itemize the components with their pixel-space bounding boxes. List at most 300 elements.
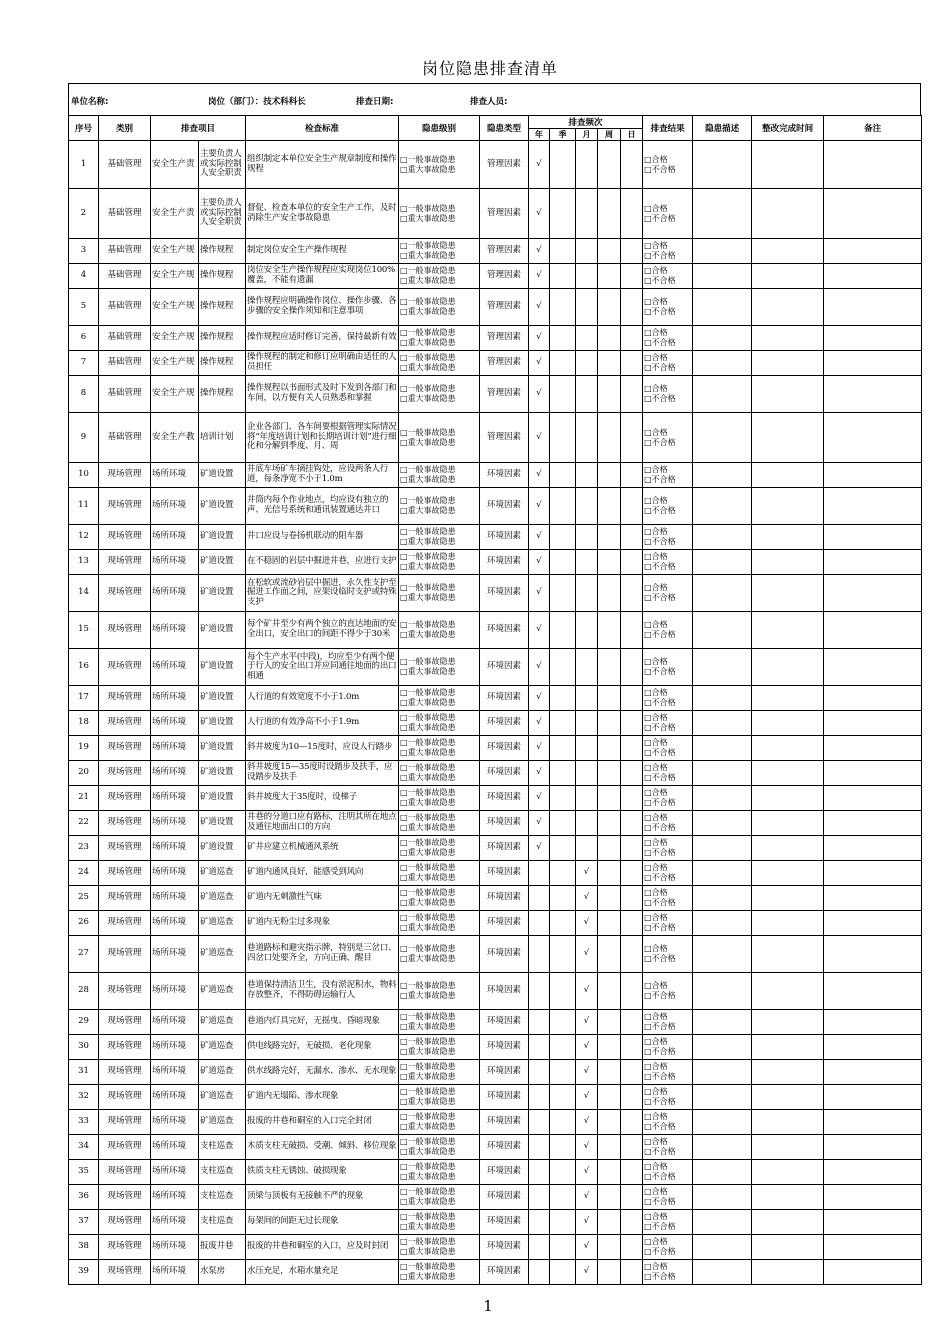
- general-hazard-checkbox[interactable]: □一般事故隐患: [400, 813, 456, 823]
- freq-cell-quarter: [550, 861, 576, 886]
- row-deadline[interactable]: [752, 936, 824, 973]
- pass-checkbox[interactable]: □合格: [644, 328, 668, 338]
- row-standard: 矿道内通风良好，能感受到风向: [246, 861, 399, 886]
- fail-checkbox[interactable]: □不合格: [644, 630, 676, 639]
- row-remark[interactable]: [824, 326, 922, 351]
- row-description[interactable]: [693, 488, 752, 525]
- pass-checkbox[interactable]: □合格: [644, 1162, 668, 1172]
- major-hazard-checkbox[interactable]: □重大事故隐患: [400, 873, 456, 882]
- general-hazard-checkbox[interactable]: □一般事故隐患: [400, 465, 456, 475]
- major-hazard-checkbox[interactable]: □重大事故隐患: [400, 475, 456, 484]
- major-hazard-checkbox[interactable]: □重大事故隐患: [400, 1097, 456, 1106]
- row-description[interactable]: [693, 1110, 752, 1135]
- major-hazard-checkbox[interactable]: □重大事故隐患: [400, 338, 456, 347]
- row-deadline[interactable]: [752, 1185, 824, 1210]
- freq-cell-quarter: [550, 711, 576, 736]
- row-remark[interactable]: [824, 1135, 922, 1160]
- fail-checkbox[interactable]: □不合格: [644, 164, 676, 174]
- row-deadline[interactable]: [752, 550, 824, 575]
- header-freq-week: 周: [598, 129, 621, 141]
- pass-checkbox[interactable]: □合格: [644, 1237, 668, 1247]
- row-subitem: 矿道巡查: [199, 886, 246, 911]
- row-deadline[interactable]: [752, 239, 824, 264]
- pass-checkbox[interactable]: □合格: [644, 913, 668, 923]
- row-deadline[interactable]: [752, 711, 824, 736]
- row-description[interactable]: [693, 861, 752, 886]
- row-remark[interactable]: [824, 1010, 922, 1035]
- major-hazard-checkbox[interactable]: □重大事故隐患: [400, 1222, 456, 1231]
- fail-checkbox[interactable]: □不合格: [644, 698, 676, 707]
- row-remark[interactable]: [824, 575, 922, 612]
- fail-checkbox[interactable]: □不合格: [644, 1172, 676, 1181]
- pass-checkbox[interactable]: □合格: [644, 583, 668, 593]
- fail-checkbox[interactable]: □不合格: [644, 562, 676, 571]
- general-hazard-checkbox[interactable]: □一般事故隐患: [400, 657, 456, 667]
- major-hazard-checkbox[interactable]: □重大事故隐患: [400, 1197, 456, 1206]
- pass-checkbox[interactable]: □合格: [644, 465, 668, 475]
- fail-checkbox[interactable]: □不合格: [644, 1022, 676, 1031]
- row-remark[interactable]: [824, 786, 922, 811]
- row-remark[interactable]: [824, 1035, 922, 1060]
- row-remark[interactable]: [824, 761, 922, 786]
- pass-checkbox[interactable]: □合格: [644, 1187, 668, 1197]
- fail-checkbox[interactable]: □不合格: [644, 1097, 676, 1106]
- row-description[interactable]: [693, 936, 752, 973]
- row-description[interactable]: [693, 886, 752, 911]
- major-hazard-checkbox[interactable]: □重大事故隐患: [400, 1072, 456, 1081]
- general-hazard-checkbox[interactable]: □一般事故隐患: [400, 353, 456, 363]
- row-remark[interactable]: [824, 711, 922, 736]
- major-hazard-checkbox[interactable]: □重大事故隐患: [400, 848, 456, 857]
- pass-checkbox[interactable]: □合格: [644, 1212, 668, 1222]
- general-hazard-checkbox[interactable]: □一般事故隐患: [400, 266, 456, 276]
- row-deadline[interactable]: [752, 264, 824, 289]
- row-remark[interactable]: [824, 1110, 922, 1135]
- row-remark[interactable]: [824, 1210, 922, 1235]
- major-hazard-checkbox[interactable]: □重大事故隐患: [400, 251, 456, 260]
- row-remark[interactable]: [824, 736, 922, 761]
- row-remark[interactable]: [824, 1085, 922, 1110]
- row-description[interactable]: [693, 141, 752, 189]
- major-hazard-checkbox[interactable]: □重大事故隐患: [400, 723, 456, 732]
- fail-checkbox[interactable]: □不合格: [644, 873, 676, 882]
- pass-checkbox[interactable]: □合格: [644, 297, 668, 307]
- freq-cell-day: [621, 413, 643, 463]
- row-deadline[interactable]: [752, 811, 824, 836]
- pass-checkbox[interactable]: □合格: [644, 813, 668, 823]
- fail-checkbox[interactable]: □不合格: [644, 748, 676, 757]
- major-hazard-checkbox[interactable]: □重大事故隐患: [400, 1047, 456, 1056]
- row-standard: 操作规程的制定和修订应明确由适任的人员担任: [246, 351, 399, 376]
- row-description[interactable]: [693, 1160, 752, 1185]
- row-remark[interactable]: [824, 1185, 922, 1210]
- general-hazard-checkbox[interactable]: □一般事故隐患: [400, 981, 456, 991]
- major-hazard-checkbox[interactable]: □重大事故隐患: [400, 562, 456, 571]
- pass-checkbox[interactable]: □合格: [644, 688, 668, 698]
- fail-checkbox[interactable]: □不合格: [644, 475, 676, 484]
- fail-checkbox[interactable]: □不合格: [644, 394, 676, 403]
- general-hazard-checkbox[interactable]: □一般事故隐患: [400, 552, 456, 562]
- row-deadline[interactable]: [752, 886, 824, 911]
- fail-checkbox[interactable]: □不合格: [644, 898, 676, 907]
- pass-checkbox[interactable]: □合格: [644, 981, 668, 991]
- row-description[interactable]: [693, 1135, 752, 1160]
- pass-checkbox[interactable]: □合格: [644, 1262, 668, 1272]
- general-hazard-checkbox[interactable]: □一般事故隐患: [400, 241, 456, 251]
- row-deadline[interactable]: [752, 376, 824, 413]
- major-hazard-checkbox[interactable]: □重大事故隐患: [400, 537, 456, 546]
- row-remark[interactable]: [824, 686, 922, 711]
- pass-checkbox[interactable]: □合格: [644, 944, 668, 954]
- pass-checkbox[interactable]: □合格: [644, 154, 668, 164]
- row-remark[interactable]: [824, 886, 922, 911]
- fail-checkbox[interactable]: □不合格: [644, 1147, 676, 1156]
- row-deadline[interactable]: [752, 1260, 824, 1285]
- pass-checkbox[interactable]: □合格: [644, 427, 668, 437]
- row-remark[interactable]: [824, 463, 922, 488]
- row-deadline[interactable]: [752, 141, 824, 189]
- fail-checkbox[interactable]: □不合格: [644, 773, 676, 782]
- row-deadline[interactable]: [752, 612, 824, 649]
- row-description[interactable]: [693, 239, 752, 264]
- row-deadline[interactable]: [752, 1160, 824, 1185]
- row-remark[interactable]: [824, 973, 922, 1010]
- pass-checkbox[interactable]: □合格: [644, 1137, 668, 1147]
- general-hazard-checkbox[interactable]: □一般事故隐患: [400, 788, 456, 798]
- fail-checkbox[interactable]: □不合格: [644, 1197, 676, 1206]
- major-hazard-checkbox[interactable]: □重大事故隐患: [400, 1147, 456, 1156]
- general-hazard-checkbox[interactable]: □一般事故隐患: [400, 1112, 456, 1122]
- major-hazard-checkbox[interactable]: □重大事故隐患: [400, 1122, 456, 1131]
- general-hazard-checkbox[interactable]: □一般事故隐患: [400, 583, 456, 593]
- major-hazard-checkbox[interactable]: □重大事故隐患: [400, 1022, 456, 1031]
- general-hazard-checkbox[interactable]: □一般事故隐患: [400, 713, 456, 723]
- pass-checkbox[interactable]: □合格: [644, 888, 668, 898]
- row-deadline[interactable]: [752, 1085, 824, 1110]
- row-deadline[interactable]: [752, 463, 824, 488]
- major-hazard-checkbox[interactable]: □重大事故隐患: [400, 363, 456, 372]
- row-description[interactable]: [693, 1260, 752, 1285]
- fail-checkbox[interactable]: □不合格: [644, 1122, 676, 1131]
- fail-checkbox[interactable]: □不合格: [644, 338, 676, 347]
- row-description[interactable]: [693, 1010, 752, 1035]
- major-hazard-checkbox[interactable]: □重大事故隐患: [400, 276, 456, 285]
- row-item: 场所环境: [151, 525, 199, 550]
- freq-cell-quarter: [550, 351, 576, 376]
- row-description[interactable]: [693, 786, 752, 811]
- row-deadline[interactable]: [752, 861, 824, 886]
- major-hazard-checkbox[interactable]: □重大事故隐患: [400, 1172, 456, 1181]
- row-remark[interactable]: [824, 264, 922, 289]
- row-remark[interactable]: [824, 141, 922, 189]
- row-remark[interactable]: [824, 1260, 922, 1285]
- row-deadline[interactable]: [752, 575, 824, 612]
- general-hazard-checkbox[interactable]: □一般事故隐患: [400, 620, 456, 630]
- pass-checkbox[interactable]: □合格: [644, 1037, 668, 1047]
- row-description[interactable]: [693, 1085, 752, 1110]
- row-deadline[interactable]: [752, 189, 824, 239]
- row-description[interactable]: [693, 351, 752, 376]
- row-type: 现场管理: [99, 1185, 151, 1210]
- row-deadline[interactable]: [752, 413, 824, 463]
- major-hazard-checkbox[interactable]: □重大事故隐患: [400, 773, 456, 782]
- fail-checkbox[interactable]: □不合格: [644, 1047, 676, 1056]
- pass-checkbox[interactable]: □合格: [644, 1112, 668, 1122]
- row-deadline[interactable]: [752, 686, 824, 711]
- general-hazard-checkbox[interactable]: □一般事故隐患: [400, 688, 456, 698]
- fail-checkbox[interactable]: □不合格: [644, 437, 676, 447]
- row-description[interactable]: [693, 326, 752, 351]
- major-hazard-checkbox[interactable]: □重大事故隐患: [400, 630, 456, 639]
- row-description[interactable]: [693, 736, 752, 761]
- row-deadline[interactable]: [752, 1210, 824, 1235]
- pass-checkbox[interactable]: □合格: [644, 1012, 668, 1022]
- row-description[interactable]: [693, 575, 752, 612]
- general-hazard-checkbox[interactable]: □一般事故隐患: [400, 1087, 456, 1097]
- row-description[interactable]: [693, 911, 752, 936]
- general-hazard-checkbox[interactable]: □一般事故隐患: [400, 328, 456, 338]
- row-deadline[interactable]: [752, 836, 824, 861]
- row-remark[interactable]: [824, 911, 922, 936]
- major-hazard-checkbox[interactable]: □重大事故隐患: [400, 506, 456, 515]
- table-row: [69, 1060, 922, 1085]
- row-description[interactable]: [693, 550, 752, 575]
- fail-checkbox[interactable]: □不合格: [644, 798, 676, 807]
- row-no: 14: [69, 575, 99, 612]
- row-remark[interactable]: [824, 550, 922, 575]
- general-hazard-checkbox[interactable]: □一般事故隐患: [400, 1212, 456, 1222]
- row-result-options: [643, 376, 693, 413]
- row-description[interactable]: [693, 761, 752, 786]
- row-remark[interactable]: [824, 1235, 922, 1260]
- row-remark[interactable]: [824, 1060, 922, 1085]
- general-hazard-checkbox[interactable]: □一般事故隐患: [400, 738, 456, 748]
- row-deadline[interactable]: [752, 1110, 824, 1135]
- fail-checkbox[interactable]: □不合格: [644, 923, 676, 932]
- row-description[interactable]: [693, 1060, 752, 1085]
- pass-checkbox[interactable]: □合格: [644, 552, 668, 562]
- fail-checkbox[interactable]: □不合格: [644, 1072, 676, 1081]
- pass-checkbox[interactable]: □合格: [644, 620, 668, 630]
- row-remark[interactable]: [824, 811, 922, 836]
- general-hazard-checkbox[interactable]: □一般事故隐患: [400, 763, 456, 773]
- major-hazard-checkbox[interactable]: □重大事故隐患: [400, 213, 456, 223]
- row-deadline[interactable]: [752, 289, 824, 326]
- row-deadline[interactable]: [752, 1135, 824, 1160]
- major-hazard-checkbox[interactable]: □重大事故隐患: [400, 667, 456, 676]
- row-description[interactable]: [693, 376, 752, 413]
- row-deadline[interactable]: [752, 1035, 824, 1060]
- row-type: 现场管理: [99, 861, 151, 886]
- row-description[interactable]: [693, 413, 752, 463]
- check-mark-icon: √: [583, 1016, 590, 1027]
- pass-checkbox[interactable]: □合格: [644, 788, 668, 798]
- fail-checkbox[interactable]: □不合格: [644, 307, 676, 316]
- major-hazard-checkbox[interactable]: □重大事故隐患: [400, 1272, 456, 1281]
- pass-checkbox[interactable]: □合格: [644, 1087, 668, 1097]
- row-remark[interactable]: [824, 488, 922, 525]
- general-hazard-checkbox[interactable]: □一般事故隐患: [400, 1062, 456, 1072]
- row-remark[interactable]: [824, 936, 922, 973]
- fail-checkbox[interactable]: □不合格: [644, 363, 676, 372]
- general-hazard-checkbox[interactable]: □一般事故隐患: [400, 496, 456, 506]
- major-hazard-checkbox[interactable]: □重大事故隐患: [400, 1247, 456, 1256]
- row-remark[interactable]: [824, 861, 922, 886]
- pass-checkbox[interactable]: □合格: [644, 763, 668, 773]
- row-deadline[interactable]: [752, 973, 824, 1010]
- row-deadline[interactable]: [752, 761, 824, 786]
- general-hazard-checkbox[interactable]: □一般事故隐患: [400, 1037, 456, 1047]
- row-description[interactable]: [693, 973, 752, 1010]
- row-remark[interactable]: [824, 525, 922, 550]
- row-deadline[interactable]: [752, 911, 824, 936]
- major-hazard-checkbox[interactable]: □重大事故隐患: [400, 923, 456, 932]
- row-item: 场所环境: [151, 1185, 199, 1210]
- major-hazard-checkbox[interactable]: □重大事故隐患: [400, 954, 456, 963]
- fail-checkbox[interactable]: □不合格: [644, 506, 676, 515]
- major-hazard-checkbox[interactable]: □重大事故隐患: [400, 823, 456, 832]
- fail-checkbox[interactable]: □不合格: [644, 954, 676, 963]
- major-hazard-checkbox[interactable]: □重大事故隐患: [400, 307, 456, 316]
- row-remark[interactable]: [824, 836, 922, 861]
- pass-checkbox[interactable]: □合格: [644, 527, 668, 537]
- row-description[interactable]: [693, 711, 752, 736]
- general-hazard-checkbox[interactable]: □一般事故隐患: [400, 154, 456, 164]
- row-description[interactable]: [693, 836, 752, 861]
- freq-cell-quarter: [550, 1260, 576, 1285]
- fail-checkbox[interactable]: □不合格: [644, 848, 676, 857]
- general-hazard-checkbox[interactable]: □一般事故隐患: [400, 838, 456, 848]
- fail-checkbox[interactable]: □不合格: [644, 1247, 676, 1256]
- fail-checkbox[interactable]: □不合格: [644, 991, 676, 1000]
- pass-checkbox[interactable]: □合格: [644, 496, 668, 506]
- row-deadline[interactable]: [752, 1235, 824, 1260]
- major-hazard-checkbox[interactable]: □重大事故隐患: [400, 898, 456, 907]
- general-hazard-checkbox[interactable]: □一般事故隐患: [400, 888, 456, 898]
- row-deadline[interactable]: [752, 326, 824, 351]
- row-remark[interactable]: [824, 1160, 922, 1185]
- major-hazard-checkbox[interactable]: □重大事故隐患: [400, 437, 456, 447]
- general-hazard-checkbox[interactable]: □一般事故隐患: [400, 427, 456, 437]
- general-hazard-checkbox[interactable]: □一般事故隐患: [400, 384, 456, 394]
- row-subitem: 报废井巷: [199, 1235, 246, 1260]
- fail-checkbox[interactable]: □不合格: [644, 667, 676, 676]
- row-description[interactable]: [693, 1235, 752, 1260]
- major-hazard-checkbox[interactable]: □重大事故隐患: [400, 394, 456, 403]
- row-no: 20: [69, 761, 99, 786]
- row-description[interactable]: [693, 463, 752, 488]
- major-hazard-checkbox[interactable]: □重大事故隐患: [400, 593, 456, 602]
- row-remark[interactable]: [824, 413, 922, 463]
- row-description[interactable]: [693, 1185, 752, 1210]
- row-no: 24: [69, 861, 99, 886]
- row-remark[interactable]: [824, 376, 922, 413]
- row-deadline[interactable]: [752, 1060, 824, 1085]
- general-hazard-checkbox[interactable]: □一般事故隐患: [400, 1012, 456, 1022]
- row-remark[interactable]: [824, 289, 922, 326]
- row-description[interactable]: [693, 525, 752, 550]
- row-description[interactable]: [693, 264, 752, 289]
- check-mark-icon: √: [536, 207, 542, 218]
- general-hazard-checkbox[interactable]: □一般事故隐患: [400, 944, 456, 954]
- row-remark[interactable]: [824, 239, 922, 264]
- row-deadline[interactable]: [752, 488, 824, 525]
- row-description[interactable]: [693, 289, 752, 326]
- row-subitem: 矿道巡查: [199, 1110, 246, 1135]
- general-hazard-checkbox[interactable]: □一般事故隐患: [400, 1187, 456, 1197]
- row-deadline[interactable]: [752, 351, 824, 376]
- pass-checkbox[interactable]: □合格: [644, 384, 668, 394]
- pass-checkbox[interactable]: □合格: [644, 738, 668, 748]
- pass-checkbox[interactable]: □合格: [644, 713, 668, 723]
- general-hazard-checkbox[interactable]: □一般事故隐患: [400, 203, 456, 213]
- major-hazard-checkbox[interactable]: □重大事故隐患: [400, 698, 456, 707]
- pass-checkbox[interactable]: □合格: [644, 353, 668, 363]
- pass-checkbox[interactable]: □合格: [644, 863, 668, 873]
- row-remark[interactable]: [824, 189, 922, 239]
- fail-checkbox[interactable]: □不合格: [644, 593, 676, 602]
- row-description[interactable]: [693, 686, 752, 711]
- row-remark[interactable]: [824, 649, 922, 686]
- general-hazard-checkbox[interactable]: □一般事故隐患: [400, 1237, 456, 1247]
- major-hazard-checkbox[interactable]: □重大事故隐患: [400, 798, 456, 807]
- row-item: 安全生产规: [151, 239, 199, 264]
- general-hazard-checkbox[interactable]: □一般事故隐患: [400, 527, 456, 537]
- row-description[interactable]: [693, 189, 752, 239]
- row-type: 现场管理: [99, 1135, 151, 1160]
- row-deadline[interactable]: [752, 786, 824, 811]
- fail-checkbox[interactable]: □不合格: [644, 1272, 676, 1281]
- fail-checkbox[interactable]: □不合格: [644, 823, 676, 832]
- pass-checkbox[interactable]: □合格: [644, 203, 668, 213]
- fail-checkbox[interactable]: □不合格: [644, 276, 676, 285]
- general-hazard-checkbox[interactable]: □一般事故隐患: [400, 863, 456, 873]
- pass-checkbox[interactable]: □合格: [644, 657, 668, 667]
- row-description[interactable]: [693, 612, 752, 649]
- pass-checkbox[interactable]: □合格: [644, 266, 668, 276]
- general-hazard-checkbox[interactable]: □一般事故隐患: [400, 1137, 456, 1147]
- fail-checkbox[interactable]: □不合格: [644, 251, 676, 260]
- table-row: [69, 1085, 922, 1110]
- general-hazard-checkbox[interactable]: □一般事故隐患: [400, 297, 456, 307]
- major-hazard-checkbox[interactable]: □重大事故隐患: [400, 164, 456, 174]
- freq-cell-quarter: [550, 488, 576, 525]
- fail-checkbox[interactable]: □不合格: [644, 723, 676, 732]
- general-hazard-checkbox[interactable]: □一般事故隐患: [400, 1162, 456, 1172]
- pass-checkbox[interactable]: □合格: [644, 241, 668, 251]
- general-hazard-checkbox[interactable]: □一般事故隐患: [400, 913, 456, 923]
- row-description[interactable]: [693, 1210, 752, 1235]
- pass-checkbox[interactable]: □合格: [644, 838, 668, 848]
- major-hazard-checkbox[interactable]: □重大事故隐患: [400, 991, 456, 1000]
- freq-cell-month: [576, 264, 598, 289]
- row-description[interactable]: [693, 1035, 752, 1060]
- row-description[interactable]: [693, 811, 752, 836]
- fail-checkbox[interactable]: □不合格: [644, 1222, 676, 1231]
- row-remark[interactable]: [824, 351, 922, 376]
- row-deadline[interactable]: [752, 649, 824, 686]
- row-remark[interactable]: [824, 612, 922, 649]
- row-description[interactable]: [693, 649, 752, 686]
- general-hazard-checkbox[interactable]: □一般事故隐患: [400, 1262, 456, 1272]
- row-deadline[interactable]: [752, 1010, 824, 1035]
- row-deadline[interactable]: [752, 736, 824, 761]
- row-deadline[interactable]: [752, 525, 824, 550]
- fail-checkbox[interactable]: □不合格: [644, 213, 676, 223]
- fail-checkbox[interactable]: □不合格: [644, 537, 676, 546]
- major-hazard-checkbox[interactable]: □重大事故隐患: [400, 748, 456, 757]
- pass-checkbox[interactable]: □合格: [644, 1062, 668, 1072]
